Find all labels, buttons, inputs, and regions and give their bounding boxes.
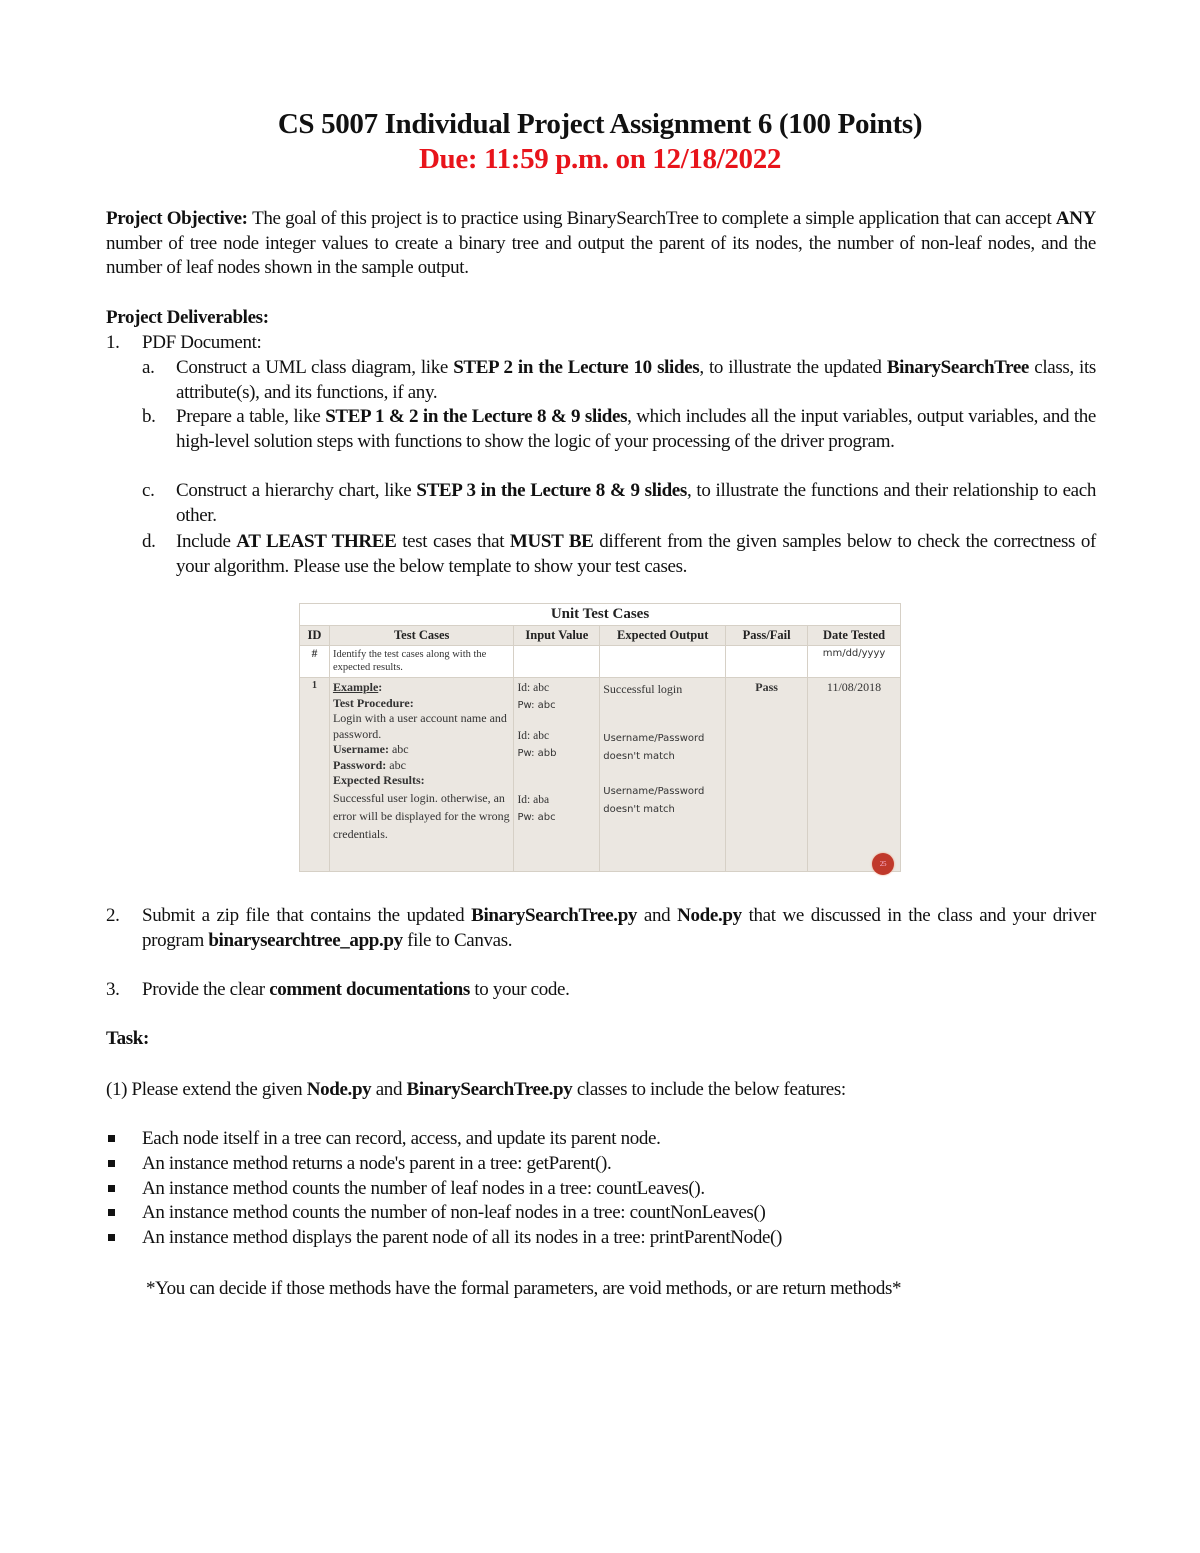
cell-input bbox=[514, 646, 600, 678]
cell-pass: Pass bbox=[726, 678, 808, 872]
password-value: abc bbox=[386, 757, 406, 772]
item-text bbox=[176, 479, 1096, 528]
text-run: Provide the clear bbox=[142, 979, 270, 1000]
cell-date: mm/dd/yyyy bbox=[808, 646, 901, 678]
bold-text: ANY bbox=[1055, 208, 1096, 229]
text-run: , to illustrate the updated bbox=[699, 357, 887, 378]
bold-text: BinarySearchTree.py bbox=[471, 905, 638, 926]
text-run: number of tree node integer values to create a binary tree and output the parent of its nodes, the number of non-leaf nodes, and the number of leaf nodes shown in the sample output. bbox=[106, 232, 1096, 279]
text-run: Submit a zip file that contains the updated bbox=[142, 905, 472, 926]
text-run: The goal of this project is to practice using BinarySearchTree to complete a simple application that can accept bbox=[252, 208, 1056, 229]
table-row bbox=[300, 646, 901, 678]
bullet-icon bbox=[108, 1234, 115, 1241]
bullet-icon bbox=[108, 1185, 115, 1192]
bold-text: AT LEAST THREE bbox=[236, 531, 397, 552]
bold-text: Node.py bbox=[306, 1079, 372, 1100]
text-run: and bbox=[637, 905, 678, 926]
text-run: Construct a hierarchy chart, like bbox=[176, 480, 417, 501]
input-pw: Pw: abb bbox=[517, 748, 557, 759]
bold-text: comment documentations bbox=[269, 979, 470, 1000]
project-objective bbox=[106, 207, 1096, 281]
bold-text: MUST BE bbox=[509, 531, 594, 552]
table-row bbox=[300, 678, 901, 872]
header-test-cases: Test Cases bbox=[329, 626, 514, 646]
item-letter: c. bbox=[142, 480, 155, 501]
item-letter: d. bbox=[142, 531, 156, 552]
feature-item: An instance method displays the parent node of all its nodes in a tree: printParentNode() bbox=[142, 1227, 783, 1249]
item-text bbox=[142, 978, 1096, 1003]
username-value: abc bbox=[388, 742, 409, 756]
table-title: Unit Test Cases bbox=[300, 604, 901, 626]
bullet-icon bbox=[108, 1135, 115, 1142]
feature-item: Each node itself in a tree can record, access, and update its parent node. bbox=[142, 1128, 661, 1149]
password-label: Password: bbox=[332, 757, 387, 772]
cell-input bbox=[514, 678, 600, 872]
text-run: class, its attribute(s), and its functions, if any. bbox=[176, 357, 1096, 403]
text-run: to your code. bbox=[469, 979, 570, 1000]
cell-test-cases: Identify the test cases along with the expected results. bbox=[329, 646, 514, 678]
cell-output bbox=[600, 646, 726, 678]
text-run: different from the given samples below to check the correctness of your algorithm. Please use the below template to show your test cases. bbox=[176, 531, 1096, 577]
text-run: classes to include the below features: bbox=[572, 1079, 846, 1100]
item-text bbox=[142, 331, 1096, 356]
item-text bbox=[176, 530, 1096, 579]
bold-text: binarysearchtree_app.py bbox=[208, 929, 403, 951]
bold-text: STEP 1 & 2 in the Lecture 8 & 9 slides bbox=[325, 406, 628, 427]
header-input-value: Input Value bbox=[514, 626, 600, 646]
cell-test-cases bbox=[329, 678, 514, 872]
text-run: , to illustrate the functions and their relationship to each other. bbox=[176, 480, 1096, 526]
task-heading: Task: bbox=[106, 1028, 149, 1049]
item-number: 3. bbox=[106, 979, 120, 1000]
cell-pass bbox=[726, 646, 808, 678]
text-run: PDF Document: bbox=[142, 332, 262, 353]
header-date-tested: Date Tested bbox=[808, 626, 901, 646]
text-run: Prepare a table, like bbox=[176, 406, 326, 427]
bold-text: Project Objective: bbox=[106, 208, 253, 229]
procedure-label: Test Procedure: bbox=[332, 695, 414, 710]
item-letter: b. bbox=[142, 406, 156, 427]
item-letter: a. bbox=[142, 357, 155, 378]
table-header-row bbox=[300, 626, 901, 646]
cell-id: # bbox=[300, 646, 330, 678]
expected-label: Expected Results: bbox=[332, 773, 425, 787]
task-1 bbox=[106, 1078, 1096, 1103]
header-id: ID bbox=[300, 626, 330, 646]
feature-item: An instance method counts the number of leaf nodes in a tree: countLeaves(). bbox=[142, 1177, 705, 1199]
input-pw: Pw: abc bbox=[517, 700, 556, 711]
output-3: Username/Password doesn't match bbox=[603, 786, 705, 815]
item-number: 2. bbox=[106, 905, 120, 926]
item-number: 1. bbox=[106, 332, 120, 353]
input-id: Id: abc bbox=[517, 682, 550, 694]
username-label: Username: bbox=[332, 742, 389, 756]
feature-item: An instance method counts the number of non-leaf nodes in a tree: countNonLeaves() bbox=[142, 1202, 766, 1224]
header-pass-fail: Pass/Fail bbox=[726, 626, 808, 646]
cell-id: 1 bbox=[300, 678, 330, 872]
bold-text: BinarySearchTree.py bbox=[406, 1079, 573, 1100]
cell-output bbox=[600, 678, 726, 872]
text-run: and bbox=[371, 1079, 407, 1100]
item-text bbox=[176, 356, 1096, 405]
item-text bbox=[142, 904, 1096, 953]
text-run: file to Canvas. bbox=[402, 929, 513, 951]
header-expected-output: Expected Output bbox=[600, 626, 726, 646]
text-run: that we discussed in the class and your driver program bbox=[142, 905, 1096, 951]
expected-text: Successful user login. otherwise, an error will be displayed for the wrong credentials. bbox=[332, 790, 510, 841]
item-text bbox=[176, 405, 1096, 454]
badge-number: 25 bbox=[879, 860, 887, 868]
due-date: Due: 11:59 p.m. on 12/18/2022 bbox=[418, 143, 782, 175]
text-run: , which includes all the input variables, output variables, and the high-level solution steps with functions to show the logic of your processing of the driver program. bbox=[176, 406, 1096, 452]
text-run: Include bbox=[176, 531, 237, 552]
text-run: test cases that bbox=[396, 531, 510, 552]
bullet-icon bbox=[108, 1209, 115, 1216]
feature-item: An instance method returns a node's parent in a tree: getParent(). bbox=[142, 1152, 612, 1174]
deliverables-heading: Project Deliverables: bbox=[106, 307, 269, 328]
output-2: Username/Password doesn't match bbox=[603, 733, 705, 762]
colon: : bbox=[378, 680, 383, 694]
page-title: CS 5007 Individual Project Assignment 6 (100 Points) bbox=[277, 108, 923, 140]
text-run: Construct a UML class diagram, like bbox=[176, 357, 454, 378]
unit-test-cases-table bbox=[299, 603, 901, 872]
cell-date: 11/08/2018 bbox=[808, 678, 901, 872]
procedure-text: Login with a user account name and password. bbox=[332, 711, 507, 741]
note: *You can decide if those methods have the formal parameters, are void methods, or are return methods* bbox=[146, 1278, 902, 1299]
bold-text: BinarySearchTree bbox=[886, 357, 1029, 378]
slide-number-badge bbox=[872, 853, 894, 875]
input-id: Id: aba bbox=[517, 794, 550, 806]
output-1: Successful login bbox=[603, 682, 683, 696]
bold-text: STEP 3 in the Lecture 8 & 9 slides bbox=[416, 480, 687, 501]
input-pw: Pw: abc bbox=[517, 812, 556, 823]
bullet-icon bbox=[108, 1160, 115, 1167]
text-run: (1) Please extend the given bbox=[106, 1079, 307, 1100]
example-label: Example bbox=[332, 680, 379, 694]
input-id: Id: abc bbox=[517, 730, 550, 742]
bold-text: STEP 2 in the Lecture 10 slides bbox=[453, 357, 700, 378]
bold-text: Node.py bbox=[677, 905, 742, 926]
